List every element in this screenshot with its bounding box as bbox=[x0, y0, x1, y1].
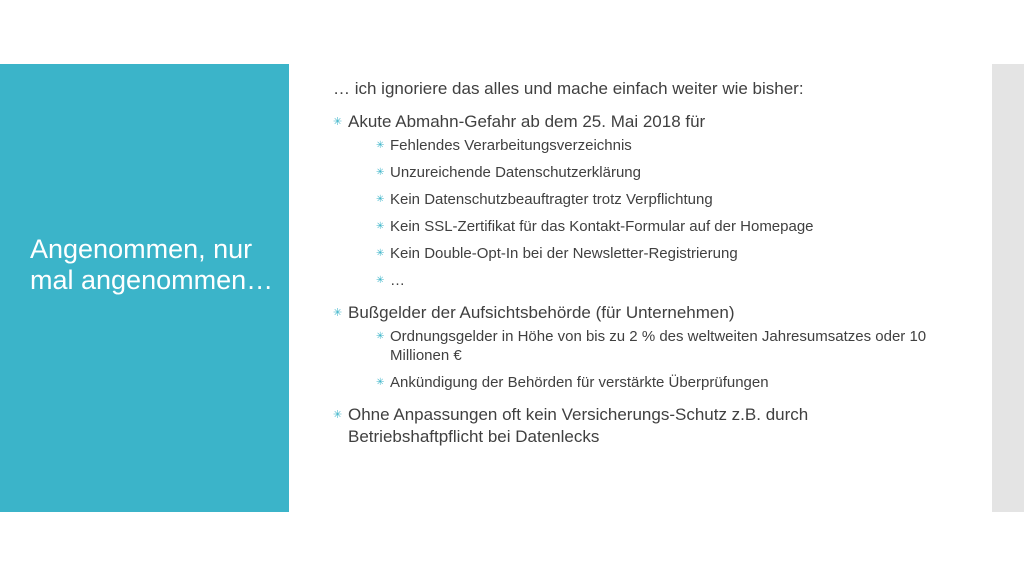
title-panel bbox=[0, 64, 289, 512]
sub-bullet-item bbox=[376, 327, 933, 365]
bullet-icon: ✳ bbox=[376, 275, 385, 286]
bullet-icon: ✳ bbox=[376, 167, 385, 178]
bullet-icon: ✳ bbox=[376, 140, 385, 151]
intro-text: … ich ignoriere das alles und mache einfach weiter wie bisher: bbox=[333, 79, 804, 98]
bullet-icon: ✳ bbox=[376, 194, 385, 205]
side-accent-bar bbox=[992, 64, 1024, 512]
sub-bullet-item bbox=[376, 190, 933, 209]
sub-bullet-text: Fehlendes Verarbeitungsverzeichnis bbox=[390, 137, 632, 154]
sub-bullet-item bbox=[376, 217, 933, 236]
bullet-item bbox=[333, 404, 933, 448]
bullet-icon: ✳ bbox=[333, 409, 343, 421]
bullet-text: Bußgelder der Aufsichtsbehörde (für Unternehmen) bbox=[348, 303, 735, 322]
bullet-list bbox=[333, 111, 933, 448]
bullet-icon: ✳ bbox=[376, 248, 385, 259]
bullet-icon: ✳ bbox=[376, 377, 385, 388]
bullet-icon: ✳ bbox=[333, 307, 343, 319]
sub-bullet-text: Ankündigung der Behörden für verstärkte Überprüfungen bbox=[390, 374, 769, 391]
sub-bullet-list bbox=[348, 327, 933, 392]
sub-bullet-item bbox=[376, 373, 933, 392]
sub-bullet-item bbox=[376, 244, 933, 263]
bullet-item bbox=[333, 302, 933, 392]
slide bbox=[0, 64, 1024, 512]
sub-bullet-item bbox=[376, 163, 933, 182]
sub-bullet-text: Unzureichende Datenschutzerklärung bbox=[390, 164, 641, 181]
sub-bullet-item bbox=[376, 271, 933, 290]
sub-bullet-text: Ordnungsgelder in Höhe von bis zu 2 % des weltweiten Jahresumsatzes oder 10 Millionen € bbox=[390, 328, 927, 364]
bullet-icon: ✳ bbox=[376, 331, 385, 342]
slide-content bbox=[333, 78, 933, 460]
slide-title: Angenommen, nur mal angenommen… bbox=[30, 234, 274, 295]
sub-bullet-text: Kein SSL-Zertifikat für das Kontakt-Formular auf der Homepage bbox=[390, 218, 814, 235]
bullet-item bbox=[333, 111, 933, 290]
bullet-icon: ✳ bbox=[333, 116, 343, 128]
sub-bullet-list bbox=[348, 136, 933, 290]
bullet-icon: ✳ bbox=[376, 221, 385, 232]
bullet-text: Akute Abmahn-Gefahr ab dem 25. Mai 2018 für bbox=[348, 112, 706, 131]
sub-bullet-text: … bbox=[390, 272, 405, 289]
sub-bullet-item bbox=[376, 136, 933, 155]
sub-bullet-text: Kein Double-Opt-In bei der Newsletter-Registrierung bbox=[390, 245, 738, 262]
sub-bullet-text: Kein Datenschutzbeauftragter trotz Verpflichtung bbox=[390, 191, 713, 208]
bullet-text: Ohne Anpassungen oft kein Versicherungs-Schutz z.B. durch Betriebshaftpflicht bei Datenlecks bbox=[348, 405, 809, 446]
